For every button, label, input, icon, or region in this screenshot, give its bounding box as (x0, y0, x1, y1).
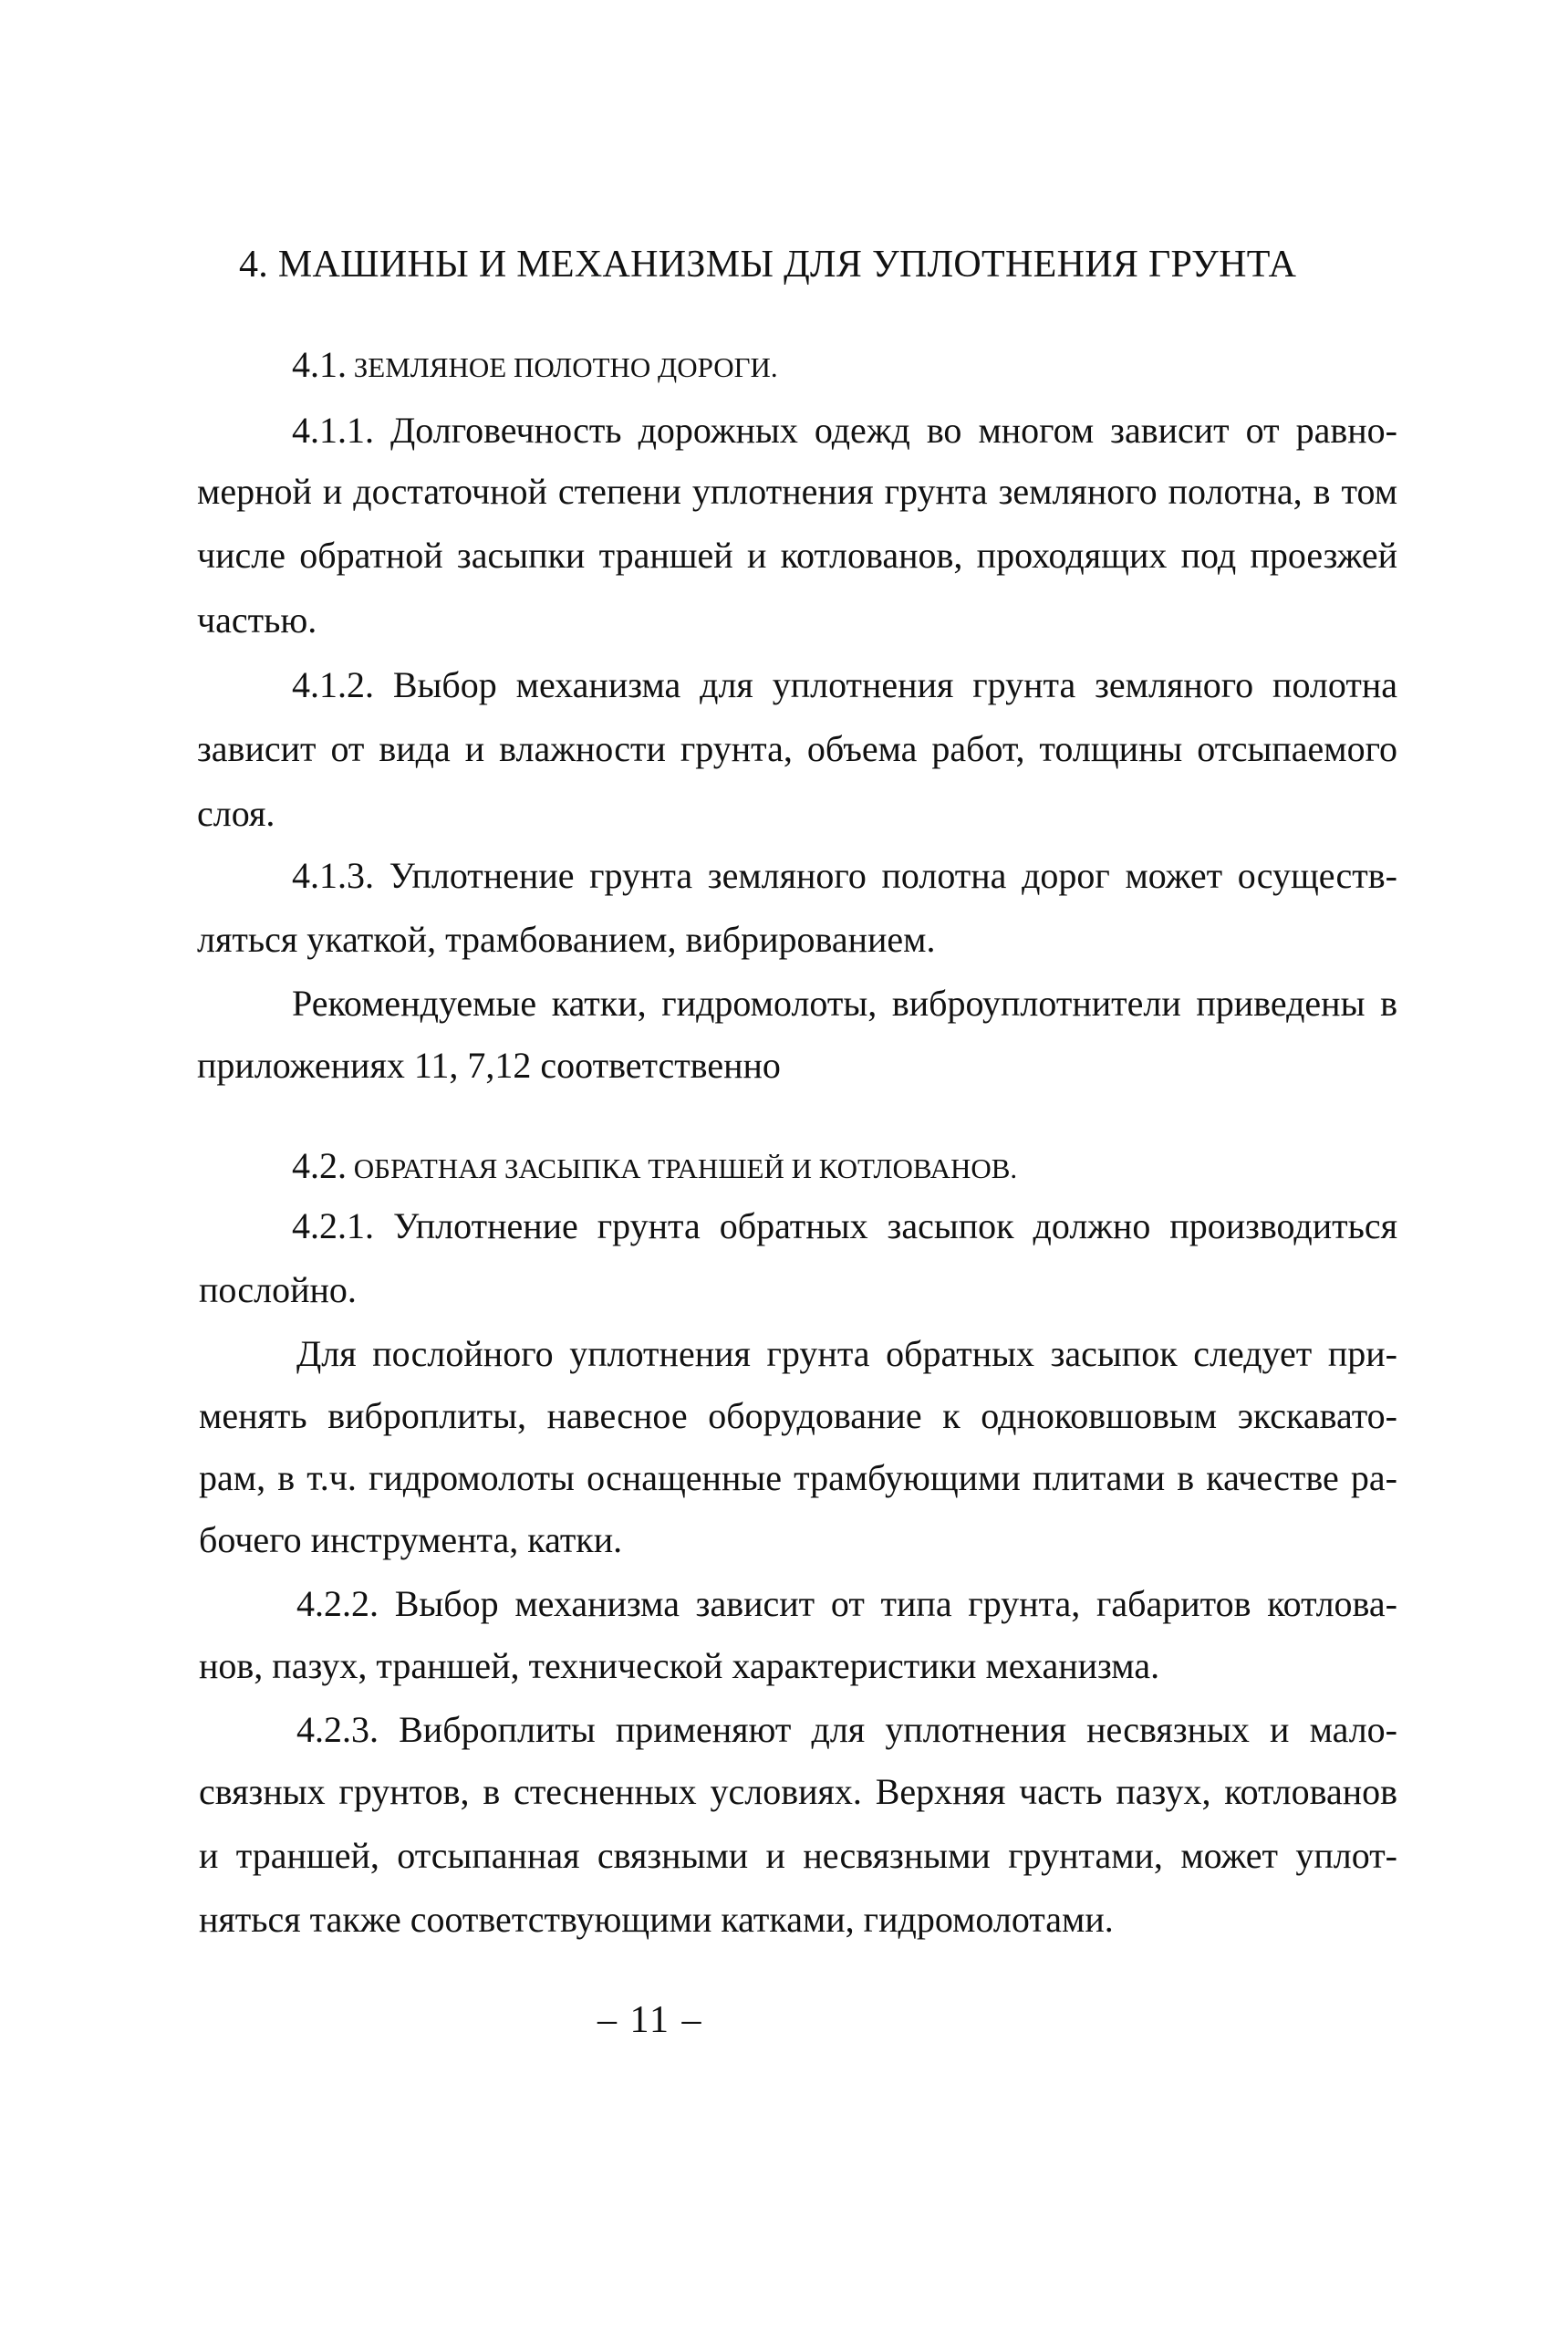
paragraph-line: 4.2.2. Выбор механизма зависит от типа грунта, габаритов котлова- (296, 1583, 1397, 1624)
paragraph-line: зависит от вида и влажности грунта, объема работ, толщины отсыпаемого (197, 728, 1397, 769)
section-heading-4-1 (292, 343, 778, 390)
paragraph-line: няться также соответствующими катками, гидромолотами. (199, 1899, 1114, 1940)
paragraph-line: бочего инструмента, катки. (199, 1519, 623, 1560)
paragraph-line: 4.1.3. Уплотнение грунта земляного полотна дорог может осуществ- (292, 855, 1397, 896)
section-title: ОБРАТНАЯ ЗАСЫПКА ТРАНШЕЙ И КОТЛОВАНОВ. (353, 1152, 1018, 1184)
paragraph-line: рам, в т.ч. гидромолоты оснащенные трамбующими плитами в качестве ра- (199, 1457, 1397, 1498)
section-number: 4.2. (292, 1145, 347, 1186)
section-title: ЗЕМЛЯНОЕ ПОЛОТНО ДОРОГИ. (353, 351, 778, 383)
page-number: – 11 – (597, 1999, 703, 2041)
paragraph-line: связных грунтов, в стесненных условиях. Верхняя часть пазух, котлованов (199, 1771, 1397, 1812)
paragraph-line: 4.1.2. Выбор механизма для уплотнения грунта земляного полотна (292, 664, 1397, 705)
section-number: 4.1. (292, 344, 347, 385)
paragraph-line: Рекомендуемые катки, гидромолоты, виброуплотнители приведены в (292, 983, 1397, 1024)
section-heading-4-2 (292, 1144, 1017, 1191)
chapter-title: 4. МАШИНЫ И МЕХАНИЗМЫ ДЛЯ УПЛОТНЕНИЯ ГРУНТА (239, 244, 1297, 286)
paragraph-line: 4.1.1. Долговечность дорожных одежд во многом зависит от равно- (292, 410, 1397, 451)
paragraph-line: послойно. (199, 1269, 357, 1310)
paragraph-line: Для послойного уплотнения грунта обратных засыпок следует при- (296, 1333, 1397, 1374)
paragraph-line: ляться укаткой, трамбованием, вибрированием. (197, 919, 936, 960)
paragraph-line: менять виброплиты, навесное оборудование к одноковшовым экскавато- (199, 1395, 1397, 1436)
paragraph-line: числе обратной засыпки траншей и котлованов, проходящих под проезжей (197, 535, 1397, 576)
paragraph-line: слоя. (197, 793, 275, 834)
paragraph-line: мерной и достаточной степени уплотнения грунта земляного полотна, в том (197, 471, 1397, 512)
paragraph-line: 4.2.3. Виброплиты применяют для уплотнения несвязных и мало- (296, 1709, 1397, 1750)
paragraph-line: 4.2.1. Уплотнение грунта обратных засыпок должно производиться (292, 1205, 1397, 1246)
paragraph-line: приложениях 11, 7,12 соответственно (197, 1045, 781, 1086)
paragraph-line: частью. (197, 599, 317, 641)
paragraph-line: нов, пазух, траншей, технической характеристики механизма. (199, 1645, 1160, 1686)
paragraph-line: и траншей, отсыпанная связными и несвязными грунтами, может уплот- (199, 1835, 1397, 1876)
